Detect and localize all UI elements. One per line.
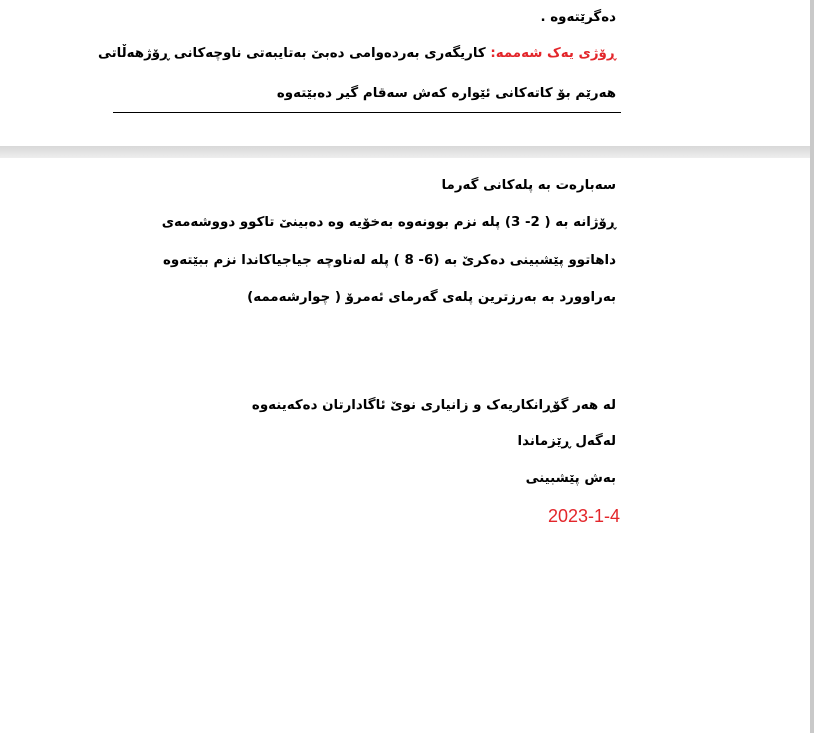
temperature-paragraph-line-1: ڕۆژانە بە ( 2- 3) پلە نزم بوونەوە بەخۆیە وە دەبینێ تاکوو دووشەمەی <box>161 215 616 230</box>
window-right-edge <box>810 0 814 733</box>
temperature-paragraph-line-2: داهاتوو پێشبینی دەکرێ بە (6- 8 ) پلە لەناوچە جیاجیاکاندا نزم ببێتەوە <box>163 253 616 268</box>
document-page-bottom <box>0 158 810 733</box>
temperature-heading: سەبارەت بە پلەکانی گەرما <box>441 178 616 193</box>
temperature-paragraph-line-3: بەراوورد بە بەرزترین پلەی گەرمای ئەمرۆ ( چوارشەممە) <box>247 290 616 305</box>
text-line-sunday-forecast <box>98 44 616 64</box>
document-page-top <box>0 0 810 146</box>
text-line-region-stable: هەرێم بۆ کاتەکانی ئێوارە کەش سەقام گیر دەبێتەوە <box>276 86 616 101</box>
closing-regards-line: لەگەل ڕێزماندا <box>517 434 616 449</box>
signature-department: بەش پێشبینی <box>525 471 616 486</box>
text-line-continuation: دەگرێتەوە . <box>540 10 616 25</box>
closing-notice-line: لە هەر گۆڕانکاریەک و زانیاری نوێ ئاگادارتان دەکەینەوە <box>251 398 616 413</box>
sunday-label: ڕۆژی یەک شەممە: <box>490 46 616 61</box>
section-divider <box>113 112 621 113</box>
sunday-text: کاریگەری بەردەوامی دەبێ بەتایبەتی ناوچەکانی ڕۆژهەڵاتی <box>98 46 486 61</box>
page-gap <box>0 146 814 158</box>
document-date: 2023-1-4 <box>547 506 620 526</box>
